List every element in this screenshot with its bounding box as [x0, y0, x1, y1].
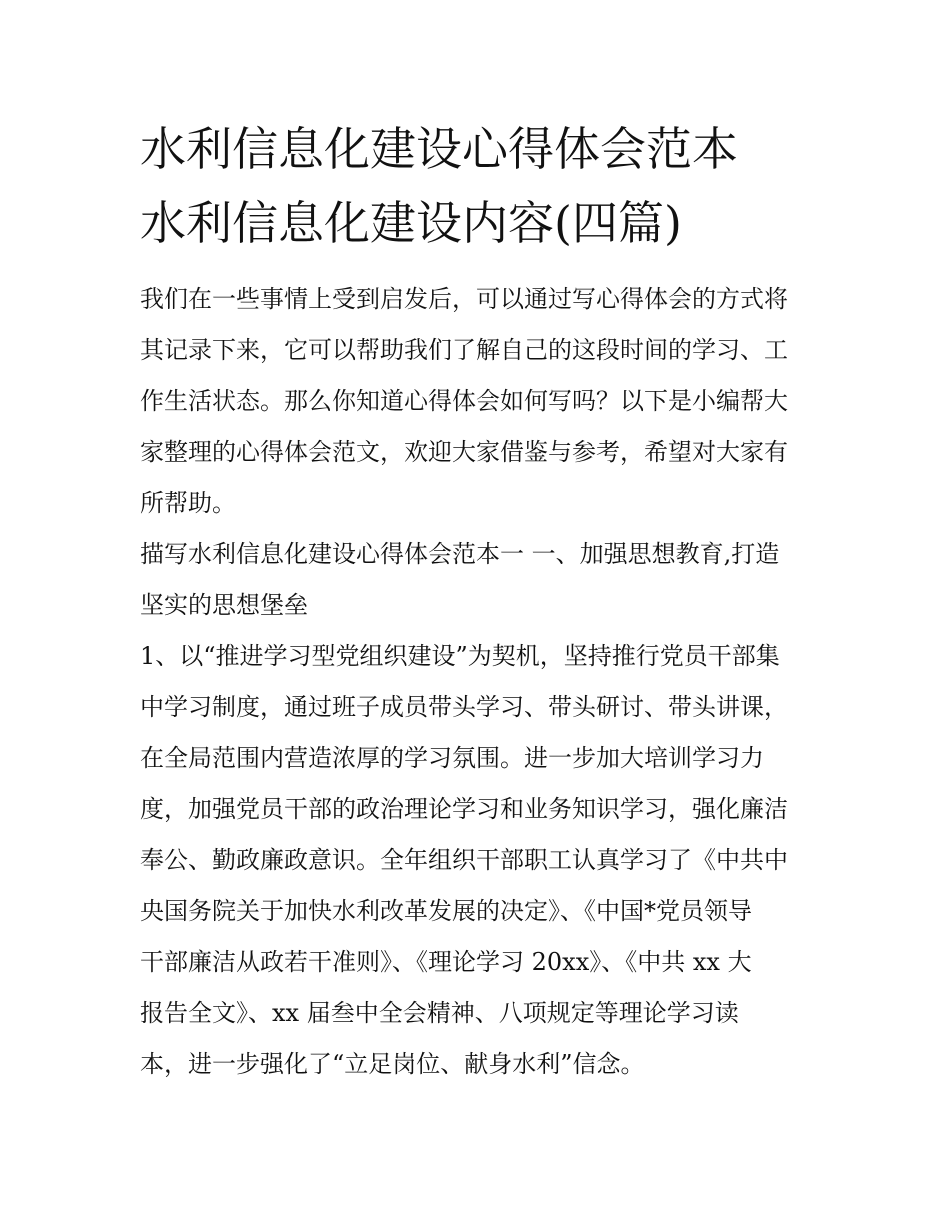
- item1-line-6: 央国务院关于加快水利改革发展的决定》、《中国*党员领导: [140, 897, 752, 925]
- item1-line-1: 1、以“推进学习型党组织建设”为契机，坚持推行党员干部集: [140, 642, 780, 670]
- intro-paragraph: [140, 274, 812, 529]
- intro-line-2: 其记录下来，它可以帮助我们了解自己的这段时间的学习、工: [140, 336, 788, 364]
- intro-line-3: 作生活状态。那么你知道心得体会如何写吗？以下是小编帮大: [140, 387, 788, 415]
- item1-line-2: 中学习制度，通过班子成员带头学习、带头研讨、带头讲课，: [140, 693, 788, 721]
- title-line-2: 水利信息化建设内容(四篇): [140, 196, 682, 250]
- item1-line-9: 本，进一步强化了“立足岗位、献身水利”信念。: [140, 1050, 645, 1078]
- document-title: [140, 112, 812, 260]
- intro-line-4: 家整理的心得体会范文，欢迎大家借鉴与参考，希望对大家有: [140, 438, 788, 466]
- item1-line-3: 在全局范围内营造浓厚的学习氛围。进一步加大培训学习力: [140, 744, 764, 772]
- item1-line-4: 度，加强党员干部的政治理论学习和业务知识学习，强化廉洁: [140, 795, 788, 823]
- section-line-2: 坚实的思想堡垒: [140, 591, 308, 619]
- intro-line-1: 我们在一些事情上受到启发后，可以通过写心得体会的方式将: [140, 285, 788, 313]
- intro-line-5: 所帮助。: [140, 489, 236, 517]
- item1-line-5: 奉公、勤政廉政意识。全年组织干部职工认真学习了《中共中: [140, 846, 788, 874]
- item1-line-8: 报告全文》、xx 届叁中全会精神、八项规定等理论学习读: [140, 999, 739, 1027]
- section-line-1: 描写水利信息化建设心得体会范本一 一、加强思想教育,打造: [140, 540, 780, 568]
- document-page: [140, 112, 812, 1090]
- section-heading: [140, 529, 812, 631]
- item1-line-7: 干部廉洁从政若干准则》、《理论学习 20xx》、《中共 xx 大: [140, 948, 752, 976]
- title-line-1: 水利信息化建设心得体会范本: [140, 122, 738, 176]
- item-1-paragraph: [140, 631, 812, 1090]
